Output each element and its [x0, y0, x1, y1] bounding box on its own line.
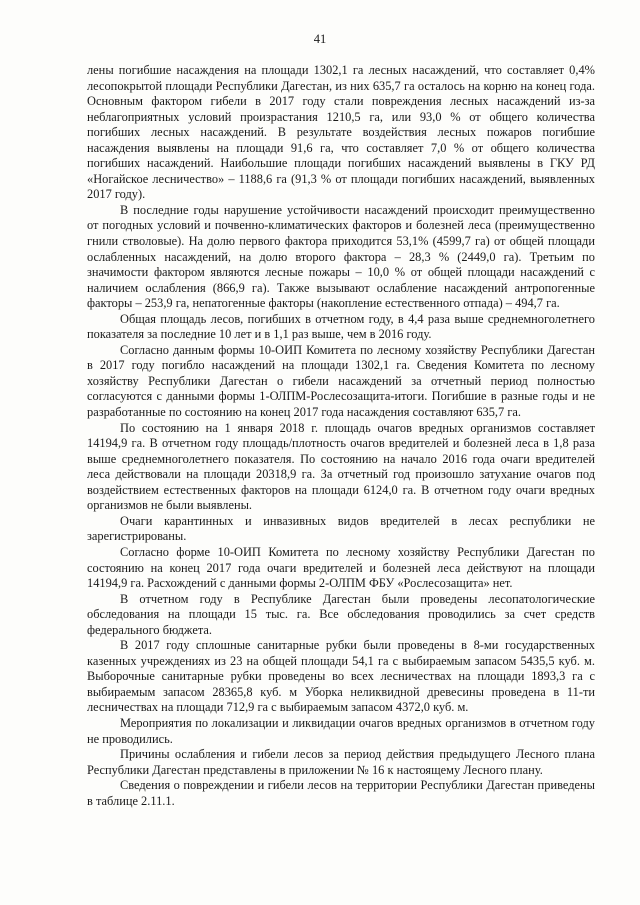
paragraph-pest-foci: По состоянию на 1 января 2018 г. площадь очагов вредных организмов составляет 14194,9 га. В отчетном году площадь/плотность очагов вредителей и болезней леса в 1,8 раза выше среднемноголетнего показателя. По состоянию на начало 2016 года очаги вредителей леса действовали на площади 20318,9 га. За отчетный год произошло затухание очагов под воздействием естественных факторов на площади 6124,0 га. В отчетном году очаги вредных организмов не были выявлены. [87, 420, 595, 513]
paragraph-quarantine-pests: Очаги карантинных и инвазивных видов вредителей в лесах республики не зарегистрированы. [87, 513, 595, 544]
paragraph-continuation: лены погибшие насаждения на площади 1302,1 га лесных насаждений, что составляет 0,4% лесопокрытой площади Республики Дагестан, из них 635,7 га осталось на корню на конец года. Основным фактором гибели в 2017 году стали повреждения лесных насаждений из-за неблагоприятных условий произрастания 1210,5 га, или 93,0 % от общего количества погибших лесных насаждений. В результате воздействия лесных пожаров погибшие насаждения выявлены на площади 91,6 га, что составляет 7,0 % от общего количества погибших насаждений. Наибольшие площади погибших насаждений выявлены в ГКУ РД «Ногайское лесничество» – 1188,6 га (91,3 % от площади погибших насаждений, выявленных 2017 году). [87, 63, 595, 202]
paragraph-localization-measures: Мероприятия по локализации и ликвидации очагов вредных организмов в отчетном году не проводились. [87, 715, 595, 746]
paragraph-surveys: В отчетном году в Республике Дагестан были проведены лесопатологические обследования на площади 15 тыс. га. Все обследования проводились за счет средств федерального бюджета. [87, 591, 595, 637]
page-number: 41 [313, 32, 327, 46]
paragraph-weakening-factors: В последние годы нарушение устойчивости насаждений происходит преимущественно от погодных условий и почвенно-климатических факторов и болезней леса (преимущественно гнили стволовые). На долю первого фактора приходится 53,1% (4599,7 га) от общей площади ослабленных насаждений, на долю второго фактора – 28,3 % (2449,0 га). Третьим по значимости фактором являются лесные пожары – 10,0 % от общей площади насаждений с наличием ослабления (866,9 га). Также вызывают ослабление насаждений антропогенные факторы – 253,9 га, непатогенные факторы (накопление естественного отпада) – 494,7 га. [87, 202, 595, 311]
paragraph-sanitary-felling: В 2017 году сплошные санитарные рубки были проведены в 8-ми государственных казенных учреждениях из 23 на общей площади 54,1 га с выбираемым запасом 5435,5 куб. м. Выборочные санитарные рубки проведены во всех лесничествах на площади 1893,3 га с выбираемым запасом 28365,8 куб. м Уборка неликвидной древесины проведена в 11-ти лесничествах на площади 712,9 га с выбираемым запасом 4372,0 куб. м. [87, 638, 595, 715]
paragraph-form-10-oip: Согласно данным формы 10-ОИП Комитета по лесному хозяйству Республики Дагестан в 2017 году погибло насаждений на площади 1302,1 га. Сведения Комитета по лесному хозяйству Республики Дагестан о гибели насаждений за отчетный период полностью согласуются с данными формы 1-ОЛПМ-Рослесозащита-итоги. Погибшие в разные годы и не разработанные по состоянию на конец 2017 года насаждения составляют 635,7 га. [87, 342, 595, 420]
paragraph-total-dead-forest: Общая площадь лесов, погибших в отчетном году, в 4,4 раза выше среднемноголетнего показателя за последние 10 лет и в 1,1 раз выше, чем в 2016 году. [87, 311, 595, 342]
paragraph-form-comparison: Согласно форме 10-ОИП Комитета по лесному хозяйству Республики Дагестан по состоянию на конец 2017 года очаги вредителей и болезней леса действуют на площади 14194,9 га. Расхождений с данными формы 2-ОЛПМ ФБУ «Рослесозащита» нет. [87, 544, 595, 591]
paragraph-table-reference: Сведения о повреждении и гибели лесов на территории Республики Дагестан приведены в таблице 2.11.1. [87, 778, 595, 808]
paragraph-appendix-reference: Причины ослабления и гибели лесов за период действия предыдущего Лесного плана Республики Дагестан представлены в приложении № 16 к настоящему Лесного плану. [87, 747, 595, 777]
document-body [87, 63, 595, 809]
